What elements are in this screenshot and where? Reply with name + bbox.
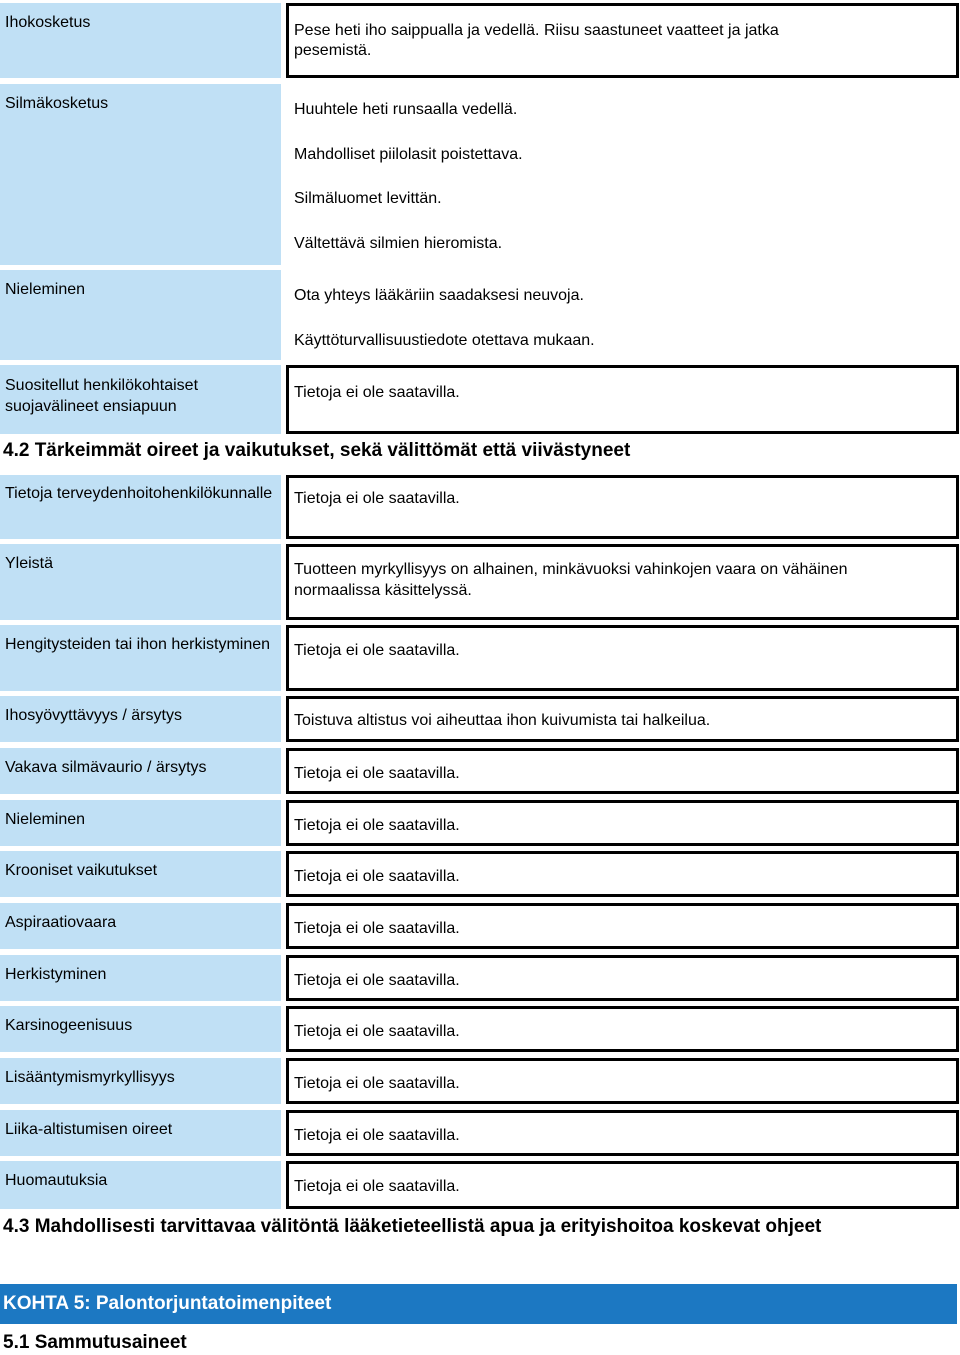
row-value: Tietoja ei ole saatavilla.	[294, 817, 460, 834]
row-value-line: Käyttöturvallisuustiedote otettava mukaan.	[294, 332, 595, 349]
first-aid-row-eye	[0, 84, 960, 265]
row-label: Ihosyövyttävyys / ärsytys	[5, 707, 182, 724]
section-4-2-title: 4.2 Tärkeimmät oireet ja vaikutukset, sekä välittömät että viivästyneet	[3, 440, 631, 461]
row-value: Tietoja ei ole saatavilla.	[294, 1075, 460, 1092]
row-label: Huomautuksia	[5, 1172, 108, 1189]
symptom-row	[0, 851, 960, 897]
row-value-line: Mahdolliset piilolasit poistettava.	[294, 146, 523, 163]
row-value: Tietoja ei ole saatavilla.	[294, 972, 460, 989]
row-label: Silmäkosketus	[5, 95, 109, 112]
row-value: Tuotteen myrkyllisyys on alhainen, minkävuoksi vahinkojen vaara on vähäinen normaalissa käsittelyssä.	[294, 561, 848, 599]
symptom-row	[0, 903, 960, 949]
symptom-row	[0, 955, 960, 1001]
row-value-line: Pese heti iho saippualla ja vedellä. Riisu saastuneet vaatteet ja jatka	[294, 22, 779, 39]
section-5-1-title: 5.1 Sammutusaineet	[3, 1332, 187, 1353]
row-value: Tietoja ei ole saatavilla.	[294, 1178, 460, 1195]
row-value: Tietoja ei ole saatavilla.	[294, 920, 460, 937]
row-label: Tietoja terveydenhoitohenkilökunnalle	[5, 485, 273, 502]
first-aid-row-ppe	[0, 365, 960, 434]
row-value: Tietoja ei ole saatavilla.	[294, 1023, 460, 1040]
row-value-line: Silmäluomet levittän.	[294, 190, 442, 207]
section-5-banner-title: KOHTA 5: Palontorjuntatoimenpiteet	[3, 1293, 332, 1314]
symptom-row	[0, 1161, 960, 1209]
row-value: Tietoja ei ole saatavilla.	[294, 384, 460, 401]
row-value: Toistuva altistus voi aiheuttaa ihon kuivumista tai halkeilua.	[294, 712, 711, 729]
symptom-row	[0, 1110, 960, 1156]
row-label: Hengitysteiden tai ihon herkistyminen	[5, 636, 271, 653]
symptom-row	[0, 1058, 960, 1104]
symptom-row	[0, 544, 960, 620]
row-value: Tietoja ei ole saatavilla.	[294, 765, 460, 782]
row-label: Ihokosketus	[5, 14, 91, 31]
symptom-row	[0, 475, 960, 539]
row-value-line: Vältettävä silmien hieromista.	[294, 235, 503, 252]
symptom-row	[0, 696, 960, 742]
row-label: Lisääntymismyrkyllisyys	[5, 1069, 175, 1086]
row-label: Suositellut henkilökohtaiset suojavälineet ensiapuun	[5, 377, 199, 415]
row-label: Nieleminen	[5, 811, 86, 828]
row-value-line: Ota yhteys lääkäriin saadaksesi neuvoja.	[294, 287, 584, 304]
row-label: Karsinogeenisuus	[5, 1017, 133, 1034]
row-label: Vakava silmävaurio / ärsytys	[5, 759, 207, 776]
row-value: Tietoja ei ole saatavilla.	[294, 490, 460, 507]
row-label: Herkistyminen	[5, 966, 107, 983]
symptom-row	[0, 748, 960, 794]
row-label: Liika-altistumisen oireet	[5, 1121, 173, 1138]
section-4-3-title: 4.3 Mahdollisesti tarvittavaa välitöntä lääketieteellistä apua ja erityishoitoa koskevat ohjeet	[3, 1216, 822, 1237]
symptom-row	[0, 625, 960, 691]
row-label: Krooniset vaikutukset	[5, 862, 158, 879]
row-value: Tietoja ei ole saatavilla.	[294, 642, 460, 659]
row-value-line: pesemistä.	[294, 42, 372, 59]
row-label: Yleistä	[5, 555, 54, 572]
first-aid-row-ingestion	[0, 270, 960, 360]
row-label: Aspiraatiovaara	[5, 914, 117, 931]
row-value: Tietoja ei ole saatavilla.	[294, 1127, 460, 1144]
first-aid-row-skin	[0, 3, 960, 78]
row-label: Nieleminen	[5, 281, 86, 298]
section-5-banner	[0, 1284, 957, 1324]
row-value-line: Huuhtele heti runsaalla vedellä.	[294, 101, 518, 118]
symptom-row	[0, 1006, 960, 1052]
row-value: Tietoja ei ole saatavilla.	[294, 868, 460, 885]
symptom-row	[0, 800, 960, 846]
